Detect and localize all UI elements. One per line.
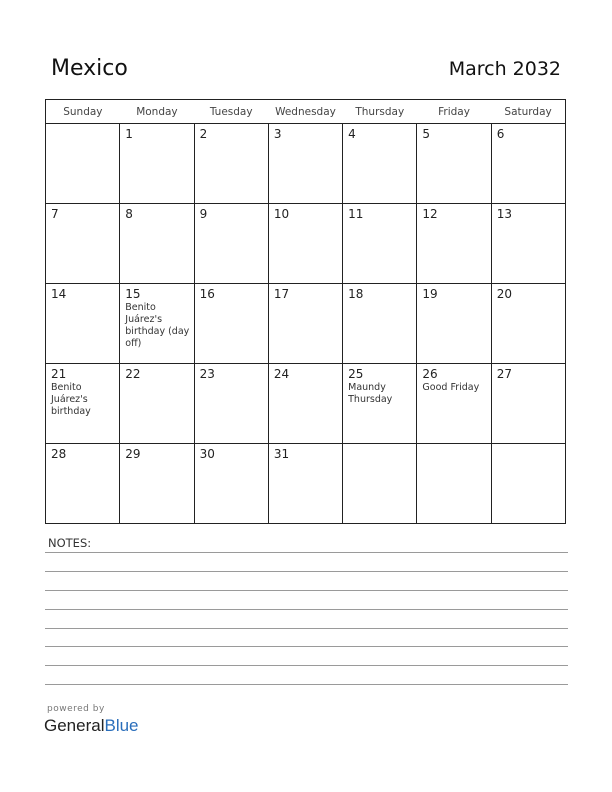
day-number: 25	[348, 367, 364, 381]
day-cell	[491, 124, 565, 204]
notes-label: NOTES:	[48, 536, 92, 550]
day-number: 24	[273, 367, 290, 381]
day-cell	[417, 444, 491, 524]
note-line	[45, 552, 568, 553]
logo-text-general: General	[44, 716, 105, 735]
day-cell	[417, 284, 491, 364]
note-line	[45, 609, 568, 610]
day-cell	[46, 124, 120, 204]
day-number: 17	[273, 287, 290, 301]
day-number: 13	[496, 207, 512, 221]
weekday-header: Tuesday	[194, 100, 268, 124]
day-cell	[120, 284, 194, 364]
day-number: 5	[422, 127, 431, 141]
day-number: 18	[348, 287, 364, 301]
generalblue-logo	[44, 716, 139, 736]
day-cell	[268, 204, 342, 284]
week-row	[46, 444, 566, 524]
day-number: 12	[422, 207, 438, 221]
logo-text-blue: Blue	[104, 716, 139, 735]
country-title: Mexico	[51, 56, 128, 81]
day-cell	[194, 364, 268, 444]
day-cell	[268, 284, 342, 364]
day-number: 14	[51, 287, 67, 301]
day-cell	[343, 444, 417, 524]
day-cell	[491, 444, 565, 524]
week-row	[46, 284, 566, 364]
day-number: 10	[273, 207, 290, 221]
powered-by-text: powered by	[47, 704, 105, 714]
day-cell	[343, 284, 417, 364]
day-cell	[343, 364, 417, 444]
day-cell	[120, 204, 194, 284]
note-line	[45, 646, 568, 647]
weekday-header: Saturday	[491, 100, 565, 124]
holiday-label: Good Friday	[422, 382, 480, 393]
day-number: 8	[125, 207, 133, 221]
day-number: 2	[199, 127, 208, 141]
day-cell	[417, 204, 491, 284]
day-cell	[268, 364, 342, 444]
day-cell	[491, 364, 565, 444]
note-line	[45, 590, 568, 591]
day-number: 21	[51, 367, 67, 381]
day-cell	[268, 124, 342, 204]
day-number: 3	[273, 127, 282, 141]
day-cell	[194, 444, 268, 524]
calendar-grid	[45, 99, 566, 524]
day-cell	[194, 124, 268, 204]
day-cell	[46, 284, 120, 364]
weekday-header: Monday	[120, 100, 194, 124]
day-number: 16	[199, 287, 215, 301]
day-cell	[194, 284, 268, 364]
day-number: 4	[348, 127, 356, 141]
day-number: 20	[496, 287, 512, 301]
week-row	[46, 124, 566, 204]
holiday-label: Maundy Thursday	[348, 382, 393, 405]
day-number: 9	[199, 207, 208, 221]
week-row	[46, 204, 566, 284]
holiday-label: Benito Juárez's birthday	[51, 382, 91, 417]
day-cell	[417, 124, 491, 204]
note-line	[45, 684, 568, 685]
day-number: 11	[348, 207, 364, 221]
weekday-header: Thursday	[343, 100, 417, 124]
day-cell	[268, 444, 342, 524]
day-number: 1	[125, 127, 133, 141]
day-cell	[343, 204, 417, 284]
day-cell	[194, 204, 268, 284]
note-line	[45, 571, 568, 572]
day-cell	[120, 364, 194, 444]
day-cell	[491, 284, 565, 364]
day-number: 31	[273, 447, 290, 461]
day-number: 19	[422, 287, 438, 301]
calendar-body	[46, 124, 566, 524]
day-number: 27	[496, 367, 512, 381]
day-number: 7	[51, 207, 59, 221]
day-cell	[46, 444, 120, 524]
week-row	[46, 364, 566, 444]
day-number: 28	[51, 447, 67, 461]
day-number: 6	[496, 127, 505, 141]
weekday-header-row	[46, 100, 566, 124]
day-number: 22	[125, 367, 141, 381]
note-line	[45, 665, 568, 666]
day-number: 30	[199, 447, 215, 461]
note-line	[45, 628, 568, 629]
day-cell	[343, 124, 417, 204]
day-number: 26	[422, 367, 438, 381]
day-cell	[120, 124, 194, 204]
day-number: 29	[125, 447, 141, 461]
day-number: 23	[199, 367, 215, 381]
day-cell	[46, 204, 120, 284]
day-cell	[417, 364, 491, 444]
day-cell	[120, 444, 194, 524]
weekday-header: Wednesday	[268, 100, 342, 124]
day-cell	[491, 204, 565, 284]
month-year-title: March 2032	[448, 58, 561, 80]
day-number: 15	[125, 287, 141, 301]
day-cell	[46, 364, 120, 444]
weekday-header: Friday	[417, 100, 491, 124]
holiday-label: Benito Juárez's birthday (day off)	[125, 302, 190, 349]
weekday-header: Sunday	[46, 100, 120, 124]
